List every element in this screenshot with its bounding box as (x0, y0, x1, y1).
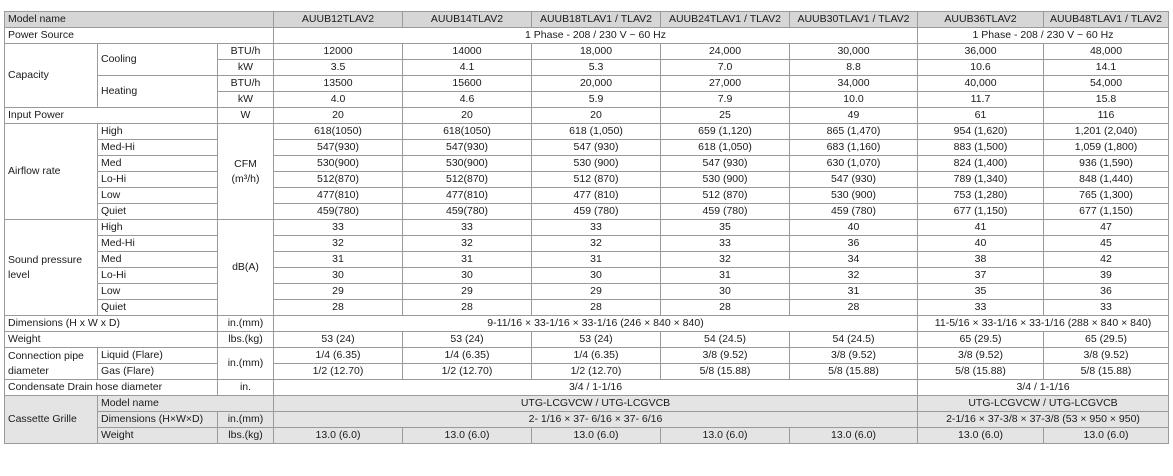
dimensions-unit: in.(mm) (218, 316, 274, 332)
airflow-speed-label: Med (98, 156, 218, 172)
airflow-cell: 547(930) (274, 140, 403, 156)
grille-weight-cell: 13.0 (6.0) (790, 428, 918, 444)
pipe-gas-cell: 1/2 (12.70) (532, 364, 661, 380)
sound-cell: 30 (532, 268, 661, 284)
input-power-cell: 61 (918, 108, 1044, 124)
sound-cell: 33 (274, 220, 403, 236)
airflow-cell: 677 (1,150) (918, 204, 1044, 220)
power-row (5, 28, 1169, 44)
airflow-cell: 618 (1,050) (532, 124, 661, 140)
sound-cell: 35 (661, 220, 790, 236)
pipe-gas-cell: 1/2 (12.70) (403, 364, 532, 380)
cooling-btu-cell: 24,000 (661, 44, 790, 60)
unit-kw: kW (218, 92, 274, 108)
airflow-speed-label: Med-Hi (98, 140, 218, 156)
grille-model-row (5, 396, 1169, 412)
grille-weight-unit: lbs.(kg) (218, 428, 274, 444)
airflow-cell: 512(870) (403, 172, 532, 188)
airflow-cell: 659 (1,120) (661, 124, 790, 140)
pipe-gas-row (5, 364, 1169, 380)
sound-row (5, 252, 1169, 268)
airflow-cell: 530 (900) (790, 188, 918, 204)
weight-cell: 54 (24.5) (661, 332, 790, 348)
sound-cell: 47 (1044, 220, 1169, 236)
sound-speed-label: High (98, 220, 218, 236)
sound-cell: 33 (661, 236, 790, 252)
input-power-label: Input Power (5, 108, 218, 124)
drain-row (5, 380, 1169, 396)
sound-cell: 40 (790, 220, 918, 236)
sound-cell: 35 (918, 284, 1044, 300)
cooling-btu-cell: 48,000 (1044, 44, 1169, 60)
cooling-btu-cell: 12000 (274, 44, 403, 60)
airflow-row (5, 124, 1169, 140)
sound-label-line1: Sound pressure (8, 253, 83, 266)
airflow-cell: 618 (1,050) (661, 140, 790, 156)
capacity-cooling-btu-row (5, 44, 1169, 60)
sound-cell: 33 (532, 220, 661, 236)
dimensions-label: Dimensions (H x W x D) (5, 316, 218, 332)
pipe-liquid-cell: 1/4 (6.35) (274, 348, 403, 364)
airflow-cell: 789 (1,340) (918, 172, 1044, 188)
sound-cell: 28 (403, 300, 532, 316)
power-source-label: Power Source (5, 28, 274, 44)
grille-dim-unit: in.(mm) (218, 412, 274, 428)
pipe-unit: in.(mm) (218, 348, 274, 380)
sound-cell: 28 (532, 300, 661, 316)
weight-row (5, 332, 1169, 348)
airflow-speed-label: High (98, 124, 218, 140)
model-header: AUUB36TLAV2 (918, 12, 1044, 28)
airflow-unit-line2: (m³/h) (231, 172, 260, 185)
sound-cell: 45 (1044, 236, 1169, 252)
grille-weight-cell: 13.0 (6.0) (274, 428, 403, 444)
sound-cell: 29 (274, 284, 403, 300)
airflow-cell: 512 (870) (532, 172, 661, 188)
pipe-gas-cell: 5/8 (15.88) (1044, 364, 1169, 380)
airflow-cell: 477 (810) (532, 188, 661, 204)
pipe-liquid-cell: 3/8 (9.52) (661, 348, 790, 364)
weight-cell: 54 (24.5) (790, 332, 918, 348)
sound-cell: 29 (403, 284, 532, 300)
sound-cell: 28 (790, 300, 918, 316)
airflow-label: Airflow rate (5, 124, 98, 220)
airflow-cell: 459 (780) (790, 204, 918, 220)
airflow-cell: 1,059 (1,800) (1044, 140, 1169, 156)
airflow-cell: 824 (1,400) (918, 156, 1044, 172)
airflow-cell: 512(870) (274, 172, 403, 188)
sound-cell: 36 (790, 236, 918, 252)
sound-cell: 32 (403, 236, 532, 252)
cooling-btu-cell: 14000 (403, 44, 532, 60)
airflow-cell: 530 (900) (532, 156, 661, 172)
airflow-cell: 677 (1,150) (1044, 204, 1169, 220)
sound-label (5, 220, 98, 316)
airflow-cell: 459 (780) (661, 204, 790, 220)
airflow-cell: 459(780) (274, 204, 403, 220)
airflow-cell: 459(780) (403, 204, 532, 220)
sound-cell: 36 (1044, 284, 1169, 300)
input-power-cell: 49 (790, 108, 918, 124)
capacity-label: Capacity (5, 44, 98, 108)
grille-label: Cassette Grille (5, 396, 98, 444)
sound-cell: 28 (274, 300, 403, 316)
cooling-btu-cell: 30,000 (790, 44, 918, 60)
airflow-cell: 883 (1,500) (918, 140, 1044, 156)
heating-kw-cell: 4.0 (274, 92, 403, 108)
airflow-unit-line1: CFM (234, 157, 257, 170)
heating-btu-cell: 34,000 (790, 76, 918, 92)
weight-cell: 53 (24) (532, 332, 661, 348)
airflow-cell: 753 (1,280) (918, 188, 1044, 204)
sound-unit: dB(A) (218, 220, 274, 316)
cooling-btu-cell: 36,000 (918, 44, 1044, 60)
heating-btu-cell: 13500 (274, 76, 403, 92)
sound-cell: 40 (918, 236, 1044, 252)
airflow-cell: 848 (1,440) (1044, 172, 1169, 188)
cooling-kw-cell: 10.6 (918, 60, 1044, 76)
sound-cell: 33 (403, 220, 532, 236)
drain-unit: in. (218, 380, 274, 396)
airflow-cell: 530(900) (274, 156, 403, 172)
airflow-row (5, 156, 1169, 172)
airflow-row (5, 172, 1169, 188)
grille-weight-label: Weight (98, 428, 218, 444)
airflow-cell: 1,201 (2,040) (1044, 124, 1169, 140)
input-power-row (5, 108, 1169, 124)
airflow-row (5, 188, 1169, 204)
model-header: AUUB12TLAV2 (274, 12, 403, 28)
pipe-gas-cell: 5/8 (15.88) (790, 364, 918, 380)
sound-cell: 33 (1044, 300, 1169, 316)
input-power-cell: 116 (1044, 108, 1169, 124)
pipe-label (5, 348, 98, 380)
heating-kw-cell: 10.0 (790, 92, 918, 108)
pipe-liquid-row (5, 348, 1169, 364)
sound-row (5, 220, 1169, 236)
grille-weight-cell: 13.0 (6.0) (918, 428, 1044, 444)
grille-weight-cell: 13.0 (6.0) (1044, 428, 1169, 444)
grille-weight-cell: 13.0 (6.0) (403, 428, 532, 444)
airflow-speed-label: Low (98, 188, 218, 204)
grille-model-label: Model name (98, 396, 274, 412)
pipe-gas-cell: 1/2 (12.70) (274, 364, 403, 380)
airflow-cell: 618(1050) (403, 124, 532, 140)
heating-kw-cell: 7.9 (661, 92, 790, 108)
model-header: AUUB14TLAV2 (403, 12, 532, 28)
sound-speed-label: Quiet (98, 300, 218, 316)
sound-cell: 32 (790, 268, 918, 284)
airflow-speed-label: Quiet (98, 204, 218, 220)
heating-btu-cell: 20,000 (532, 76, 661, 92)
cooling-kw-cell: 5.3 (532, 60, 661, 76)
pipe-gas-cell: 5/8 (15.88) (661, 364, 790, 380)
airflow-cell: 618(1050) (274, 124, 403, 140)
heating-label: Heating (98, 76, 218, 108)
sound-cell: 31 (274, 252, 403, 268)
sound-row (5, 300, 1169, 316)
unit-btu: BTU/h (218, 76, 274, 92)
weight-cell: 53 (24) (274, 332, 403, 348)
sound-cell: 41 (918, 220, 1044, 236)
unit-kw: kW (218, 60, 274, 76)
pipe-label-line1: Connection pipe (8, 349, 84, 362)
heating-btu-cell: 54,000 (1044, 76, 1169, 92)
airflow-speed-label: Lo-Hi (98, 172, 218, 188)
cooling-label: Cooling (98, 44, 218, 76)
sound-label-line2: level (8, 268, 30, 281)
pipe-liquid-cell: 3/8 (9.52) (790, 348, 918, 364)
airflow-cell: 865 (1,470) (790, 124, 918, 140)
cooling-btu-cell: 18,000 (532, 44, 661, 60)
heating-kw-cell: 15.8 (1044, 92, 1169, 108)
sound-cell: 34 (790, 252, 918, 268)
sound-cell: 39 (1044, 268, 1169, 284)
weight-cell: 65 (29.5) (1044, 332, 1169, 348)
airflow-cell: 477(810) (274, 188, 403, 204)
sound-cell: 33 (918, 300, 1044, 316)
pipe-liquid-cell: 3/8 (9.52) (1044, 348, 1169, 364)
pipe-liquid-cell: 1/4 (6.35) (403, 348, 532, 364)
sound-speed-label: Lo-Hi (98, 268, 218, 284)
sound-cell: 29 (532, 284, 661, 300)
sound-cell: 31 (661, 268, 790, 284)
airflow-cell: 530(900) (403, 156, 532, 172)
weight-unit: lbs.(kg) (218, 332, 274, 348)
power-value-right: 1 Phase - 208 / 230 V ~ 60 Hz (918, 28, 1169, 44)
sound-cell: 30 (661, 284, 790, 300)
grille-dim-row (5, 412, 1169, 428)
sound-cell: 28 (661, 300, 790, 316)
spec-table (4, 11, 1169, 444)
sound-speed-label: Low (98, 284, 218, 300)
cooling-kw-cell: 7.0 (661, 60, 790, 76)
heating-btu-cell: 15600 (403, 76, 532, 92)
heating-btu-cell: 27,000 (661, 76, 790, 92)
airflow-cell: 530 (900) (661, 172, 790, 188)
input-power-cell: 20 (403, 108, 532, 124)
heating-kw-cell: 11.7 (918, 92, 1044, 108)
weight-cell: 53 (24) (403, 332, 532, 348)
weight-label: Weight (5, 332, 218, 348)
input-power-cell: 25 (661, 108, 790, 124)
grille-weight-row (5, 428, 1169, 444)
capacity-heating-btu-row (5, 76, 1169, 92)
power-value-left: 1 Phase - 208 / 230 V ~ 60 Hz (274, 28, 918, 44)
airflow-row (5, 140, 1169, 156)
liquid-label: Liquid (Flare) (98, 348, 218, 364)
grille-dim-label: Dimensions (H×W×D) (98, 412, 218, 428)
airflow-cell: 459 (780) (532, 204, 661, 220)
sound-cell: 32 (661, 252, 790, 268)
heating-btu-cell: 40,000 (918, 76, 1044, 92)
pipe-liquid-cell: 3/8 (9.52) (918, 348, 1044, 364)
sound-cell: 30 (403, 268, 532, 284)
cooling-kw-cell: 8.8 (790, 60, 918, 76)
sound-cell: 31 (790, 284, 918, 300)
dimensions-right: 11-5/16 × 33-1/16 × 33-1/16 (288 × 840 × 840) (918, 316, 1169, 332)
sound-cell: 42 (1044, 252, 1169, 268)
sound-cell: 32 (274, 236, 403, 252)
grille-weight-cell: 13.0 (6.0) (532, 428, 661, 444)
header-row (5, 12, 1169, 28)
airflow-cell: 954 (1,620) (918, 124, 1044, 140)
sound-row (5, 236, 1169, 252)
sound-cell: 31 (532, 252, 661, 268)
airflow-cell: 477(810) (403, 188, 532, 204)
sound-row (5, 284, 1169, 300)
unit-btu: BTU/h (218, 44, 274, 60)
sound-cell: 32 (532, 236, 661, 252)
model-header: AUUB24TLAV1 / TLAV2 (661, 12, 790, 28)
sound-cell: 38 (918, 252, 1044, 268)
airflow-cell: 512 (870) (661, 188, 790, 204)
drain-left: 3/4 / 1-1/16 (274, 380, 918, 396)
airflow-cell: 547 (930) (661, 156, 790, 172)
pipe-liquid-cell: 1/4 (6.35) (532, 348, 661, 364)
unit-w: W (218, 108, 274, 124)
airflow-row (5, 204, 1169, 220)
model-header: AUUB18TLAV1 / TLAV2 (532, 12, 661, 28)
grille-weight-cell: 13.0 (6.0) (661, 428, 790, 444)
airflow-cell: 547 (930) (532, 140, 661, 156)
sound-speed-label: Med (98, 252, 218, 268)
gas-label: Gas (Flare) (98, 364, 218, 380)
airflow-cell: 547 (930) (790, 172, 918, 188)
airflow-cell: 630 (1,070) (790, 156, 918, 172)
drain-label: Condensate Drain hose diameter (5, 380, 218, 396)
sound-row (5, 268, 1169, 284)
model-header: AUUB48TLAV1 / TLAV2 (1044, 12, 1169, 28)
heating-kw-cell: 4.6 (403, 92, 532, 108)
airflow-unit (218, 124, 274, 220)
dimensions-left: 9-11/16 × 33-1/16 × 33-1/16 (246 × 840 × 840) (274, 316, 918, 332)
spec-table-container (4, 11, 1169, 444)
grille-dim-left: 2- 1/16 × 37- 6/16 × 37- 6/16 (274, 412, 918, 428)
cooling-kw-cell: 14.1 (1044, 60, 1169, 76)
pipe-gas-cell: 5/8 (15.88) (918, 364, 1044, 380)
airflow-cell: 936 (1,590) (1044, 156, 1169, 172)
airflow-cell: 547(930) (403, 140, 532, 156)
airflow-cell: 683 (1,160) (790, 140, 918, 156)
weight-cell: 65 (29.5) (918, 332, 1044, 348)
grille-dim-right: 2-1/16 × 37-3/8 × 37-3/8 (53 × 950 × 950) (918, 412, 1169, 428)
heating-kw-cell: 5.9 (532, 92, 661, 108)
sound-cell: 37 (918, 268, 1044, 284)
drain-right: 3/4 / 1-1/16 (918, 380, 1169, 396)
airflow-cell: 765 (1,300) (1044, 188, 1169, 204)
cooling-kw-cell: 4.1 (403, 60, 532, 76)
pipe-label-line2: diameter (8, 364, 49, 377)
sound-cell: 30 (274, 268, 403, 284)
sound-speed-label: Med-Hi (98, 236, 218, 252)
grille-model-left: UTG-LCGVCW / UTG-LCGVCB (274, 396, 918, 412)
model-name-label: Model name (5, 12, 274, 28)
dimensions-row (5, 316, 1169, 332)
model-header: AUUB30TLAV1 / TLAV2 (790, 12, 918, 28)
input-power-cell: 20 (532, 108, 661, 124)
cooling-kw-cell: 3.5 (274, 60, 403, 76)
grille-model-right: UTG-LCGVCW / UTG-LCGVCB (918, 396, 1169, 412)
sound-cell: 31 (403, 252, 532, 268)
input-power-cell: 20 (274, 108, 403, 124)
